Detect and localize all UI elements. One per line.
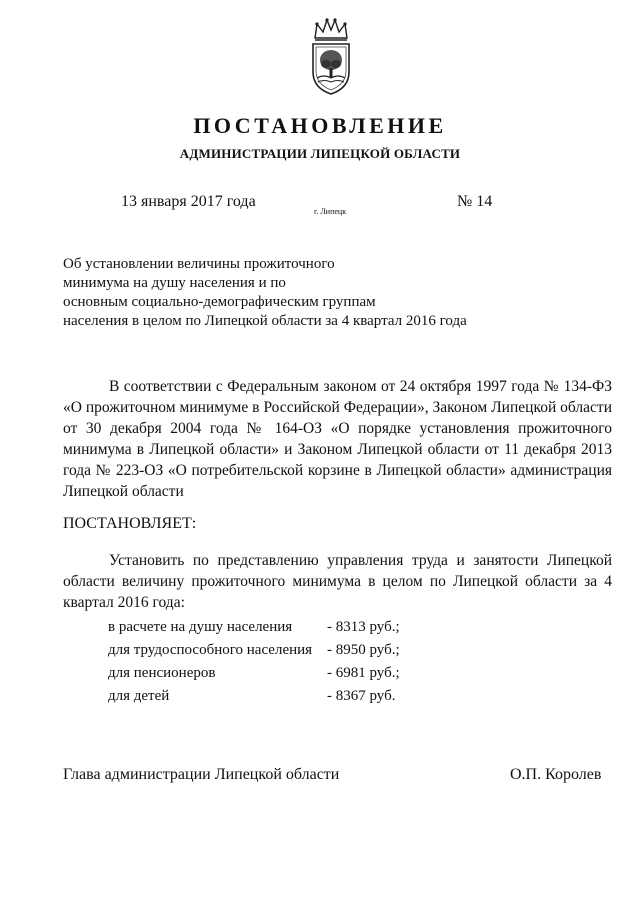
list-item — [108, 639, 447, 662]
list-item — [108, 616, 447, 639]
item-label: в расчете на душу населения — [108, 619, 293, 635]
subject-line: населения в целом по Липецкой области за 4 квартал 2016 года — [63, 313, 467, 329]
document-title: ПОСТАНОВЛЕНИЕ — [193, 113, 447, 138]
document-subject — [63, 255, 533, 331]
decision-paragraph: Установить по представлению управления труда и занятости Липецкой области величину прожиточного минимума в целом по Липецкой области за 4 квартал 2016 года: — [63, 552, 612, 611]
subject-line: Об установлении величины прожиточного — [63, 256, 335, 272]
item-value: - 8313 руб.; — [327, 619, 400, 635]
document-city: г. Липецк — [314, 207, 347, 216]
list-item — [108, 685, 447, 708]
item-label: для трудоспособного населения — [108, 642, 313, 658]
item-value: - 6981 руб.; — [327, 665, 400, 681]
coat-of-arms-icon — [303, 16, 359, 96]
item-value: - 8367 руб. — [327, 688, 396, 704]
subject-line: минимума на душу населения и по — [63, 275, 286, 291]
signatory-position: Глава администрации Липецкой области — [63, 766, 340, 783]
list-item — [108, 662, 447, 685]
signatory-name: О.П. Королев — [510, 766, 602, 783]
document-issuer: АДМИНИСТРАЦИИ ЛИПЕЦКОЙ ОБЛАСТИ — [179, 146, 461, 161]
subsistence-minimum-list — [108, 616, 447, 708]
item-label: для пенсионеров — [108, 665, 216, 681]
preamble-paragraph: В соответствии с Федеральным законом от 24 октября 1997 года № 134-ФЗ «О прожиточном минимуме в Российской Федерации», Законом Липецкой области от 30 декабря 2004 года № 164-ОЗ «О порядке установления прожиточного минимума в Липецкой области» и Законом Липецкой области от 11 декабря 2013 года № 223-ОЗ «О потребительской корзине в Липецкой области» администрация Липецкой области — [63, 378, 612, 500]
document-date: 13 января 2017 года — [121, 193, 256, 210]
document-number: № 14 — [457, 193, 493, 210]
subject-line: основным социально-демографическим группам — [63, 294, 376, 310]
item-value: - 8950 руб.; — [327, 642, 400, 658]
decree-word: ПОСТАНОВЛЯЕТ: — [63, 515, 197, 532]
item-label: для детей — [108, 688, 170, 704]
